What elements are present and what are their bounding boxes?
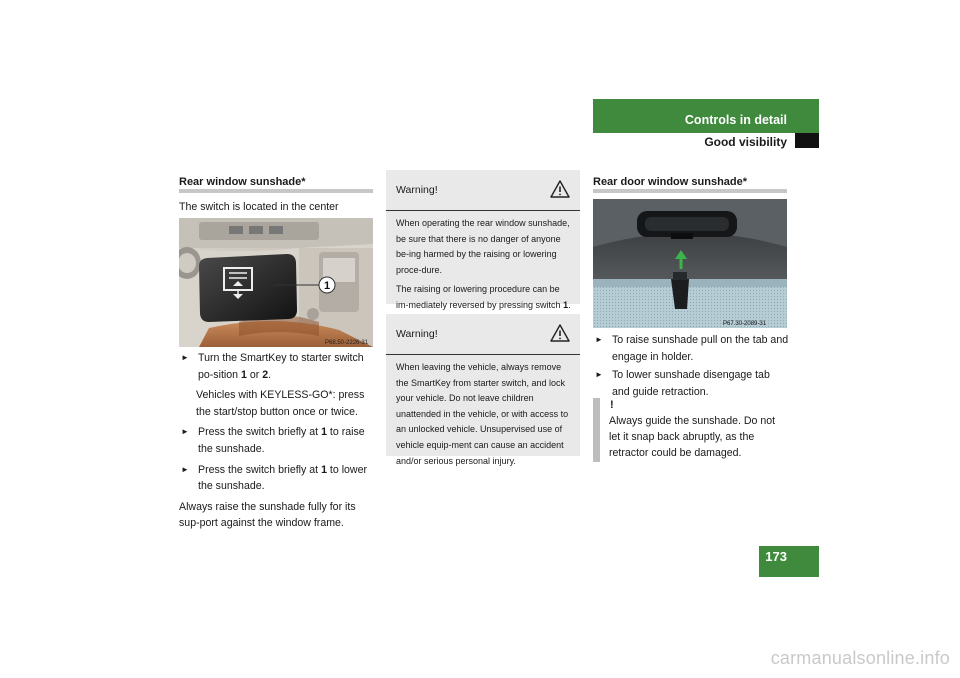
- warning-box-2: [386, 314, 580, 466]
- warning2-text: When leaving the vehicle, always remove the SmartKey from starter switch, and lock your vehicle. Do not leave children unattended in the vehicle, or with access to an unlocked vehicle. Unsupervised use of vehicle equip-ment can cause an accident and/or serious personal injury.: [396, 362, 569, 466]
- bullet-arrow-icon: ►: [181, 427, 189, 437]
- right-bullets: [593, 332, 790, 400]
- subsection-title: Good visibility: [704, 135, 787, 149]
- figure-callout-1: 1: [323, 280, 331, 292]
- rear-door-window-figure: [593, 199, 787, 328]
- watermark: carmanualsonline.info: [770, 648, 950, 668]
- left-bullets: [179, 350, 376, 532]
- figure-label: P68.50-2226-31: [325, 340, 369, 346]
- note-text: Always guide the sunshade. Do not let it snap back abruptly, as the retractor could be damaged.: [609, 415, 776, 460]
- warning1-text: When operating the rear window sunshade, be sure that there is no danger of anyone be-ing harmed by the raising or lowering proce-dure.: [396, 218, 570, 275]
- rear-window-sunshade-title: Rear window sunshade*: [179, 176, 306, 188]
- figure-label: P67.30-2089-31: [723, 321, 767, 327]
- rear-door-sunshade-title: Rear door window sunshade*: [593, 176, 748, 188]
- bullet-item: ► Press the switch briefly at 1 to raise the sunshade.: [179, 424, 376, 457]
- intro-text: The switch is located in the center: [179, 201, 339, 213]
- bullet-arrow-icon: ►: [181, 353, 189, 362]
- bullet-item: ► To raise sunshade pull on the tab and engage in holder.: [593, 332, 790, 365]
- section-rule: [593, 189, 787, 193]
- header-black-tab: [795, 133, 819, 148]
- bullet-arrow-icon: ►: [595, 370, 603, 380]
- bullet-item: ► Turn the SmartKey to starter switch po-sition 1 or 2.: [179, 350, 376, 383]
- closing-text: Always raise the sunshade fully for its sup-port against the window frame.: [179, 500, 356, 530]
- warning-triangle-icon: [550, 179, 570, 199]
- warning-triangle-icon: [550, 323, 570, 343]
- bullet-arrow-icon: ►: [595, 335, 603, 344]
- section-rule: [179, 189, 373, 193]
- page-number: 173: [765, 549, 787, 564]
- warning1-reverse-text: The raising or lowering procedure can be im-mediately reversed by pressing switch 1.: [396, 284, 571, 310]
- keyless-note: Vehicles with KEYLESS-GO*: press the start/stop button once or twice.: [196, 389, 365, 418]
- bullet-arrow-icon: ►: [181, 464, 189, 474]
- bullet-item: ► Press the switch briefly at 1 to lower the sunshade.: [179, 462, 376, 495]
- note-bar: [593, 398, 600, 462]
- warning-title: Warning!: [396, 184, 438, 196]
- warning-title: Warning!: [396, 328, 438, 340]
- center-console-figure: [179, 218, 373, 347]
- section-title: Controls in detail: [684, 113, 787, 127]
- bullet-item: ► To lower sunshade disengage tab and guide retraction.: [593, 367, 790, 400]
- note-exclamation-icon: !: [610, 399, 614, 411]
- warning-box-1: [386, 170, 580, 310]
